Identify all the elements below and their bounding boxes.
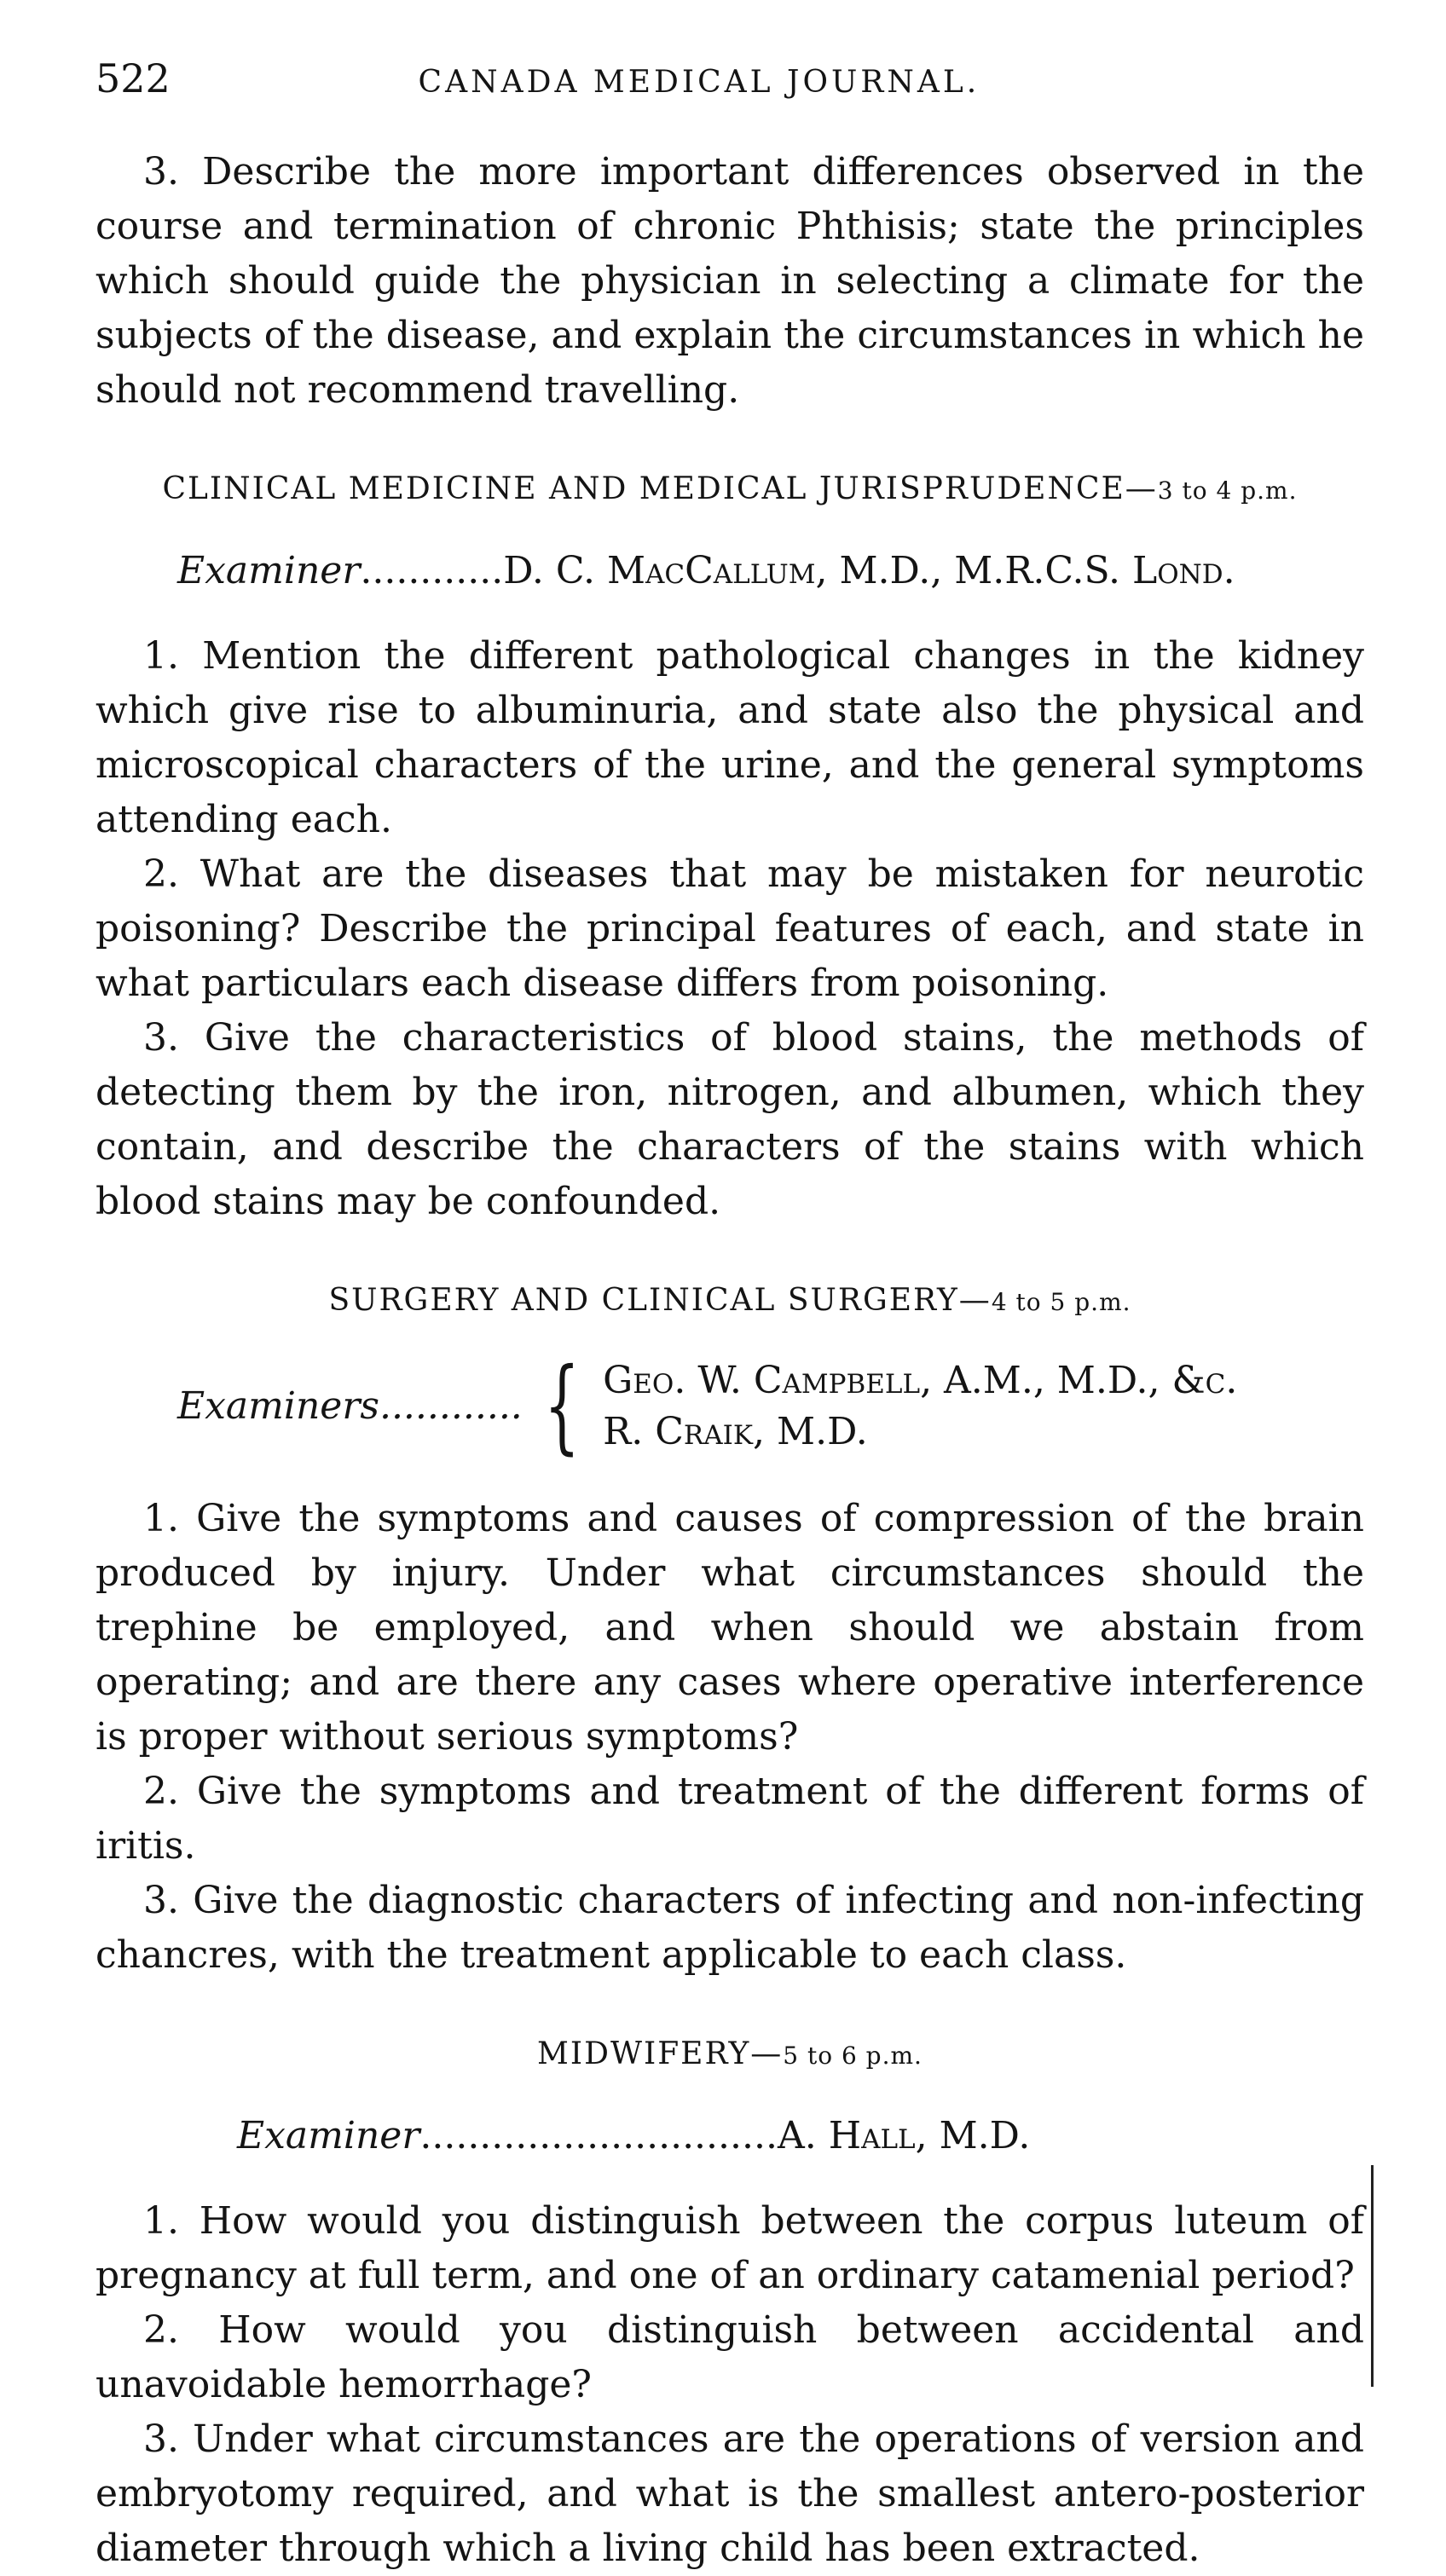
question-paragraph: 1. Mention the different pathological changes in the kidney which give rise to albuminuria, and state also the physical and microscopical characters of the urine, and the general symptoms attending each.: [95, 634, 1364, 841]
section-heading-surgery: [95, 1274, 1364, 1330]
examiner-label: Examiner: [237, 2114, 420, 2157]
examiner-line: [177, 544, 1364, 598]
question-paragraph: 3. Give the diagnostic characters of infecting and non-infecting chancres, with the treatment applicable to each class.: [95, 1879, 1364, 1977]
brace-glyph: {: [543, 1347, 580, 1465]
page-number: 522: [95, 55, 171, 101]
journal-page: [95, 51, 1364, 2576]
examiner-name: A. Hall, M.D.: [777, 2114, 1031, 2157]
examiner-line: [237, 2109, 1364, 2163]
examiner-name: R. Craik, M.D.: [603, 1410, 868, 1453]
question-paragraph: 3. Give the characteristics of blood stains, the methods of detecting them by the iron, nitrogen, and albumen, which they contain, and describe the characters of the stains with which blood stains may be confounded.: [95, 1016, 1364, 1223]
section-heading-clinical-medicine: [95, 462, 1364, 518]
section-heading-midwifery: [95, 2027, 1364, 2083]
section-time: 5 to 6 p.m.: [783, 2042, 923, 2070]
page-edge-rule: [1371, 2165, 1374, 2387]
question-paragraph: 1. How would you distinguish between the corpus luteum of pregnancy at full term, and one of an ordinary catamenial period?: [95, 2199, 1364, 2297]
question-paragraph: 3. Under what circumstances are the operations of version and embryotomy required, and what is the smallest antero-posterior diameter through which a living child has been extracted.: [95, 2417, 1364, 2570]
section-title: SURGERY AND CLINICAL SURGERY—: [328, 1283, 992, 1318]
question-paragraph: 2. Give the symptoms and treatment of the different forms of iritis.: [95, 1770, 1364, 1868]
section-time: 4 to 5 p.m.: [991, 1288, 1131, 1316]
running-header: [95, 51, 1364, 111]
examiner-names: [603, 1355, 1237, 1458]
examiner-dots: ..............................: [419, 2114, 778, 2157]
journal-title: CANADA MEDICAL JOURNAL.: [418, 65, 980, 100]
examiner-label: Examiner: [177, 549, 361, 592]
question-paragraph: 1. Give the symptoms and causes of compression of the brain produced by injury. Under what circumstances should the trephine be employed, and when should we abstain from operating; and are there any cases where operative interference is proper without serious symptoms?: [95, 1497, 1364, 1759]
section-time: 3 to 4 p.m.: [1157, 477, 1298, 505]
examiner-dots: ............: [360, 549, 504, 592]
section-title: MIDWIFERY—: [537, 2036, 784, 2071]
question-paragraph: 3. Describe the more important differences observed in the course and termination of chronic Phthisis; state the principles which should guide the physician in selecting a climate for the subjects of the disease, and explain the circumstances in which he should not recommend travelling.: [95, 150, 1364, 412]
question-paragraph: 2. How would you distinguish between accidental and unavoidable hemorrhage?: [95, 2308, 1364, 2406]
examiner-name: D. C. MacCallum, M.D., M.R.C.S. Lond.: [503, 549, 1235, 592]
examiner-label: Examiners............: [177, 1384, 523, 1428]
examiner-block: [177, 1347, 1364, 1465]
question-paragraph: 2. What are the diseases that may be mistaken for neurotic poisoning? Describe the principal features of each, and state in what particulars each disease differs from poisoning.: [95, 852, 1364, 1005]
section-title: CLINICAL MEDICINE AND MEDICAL JURISPRUDENCE—: [162, 471, 1158, 506]
examiner-name: Geo. W. Campbell, A.M., M.D., &c.: [603, 1359, 1238, 1402]
